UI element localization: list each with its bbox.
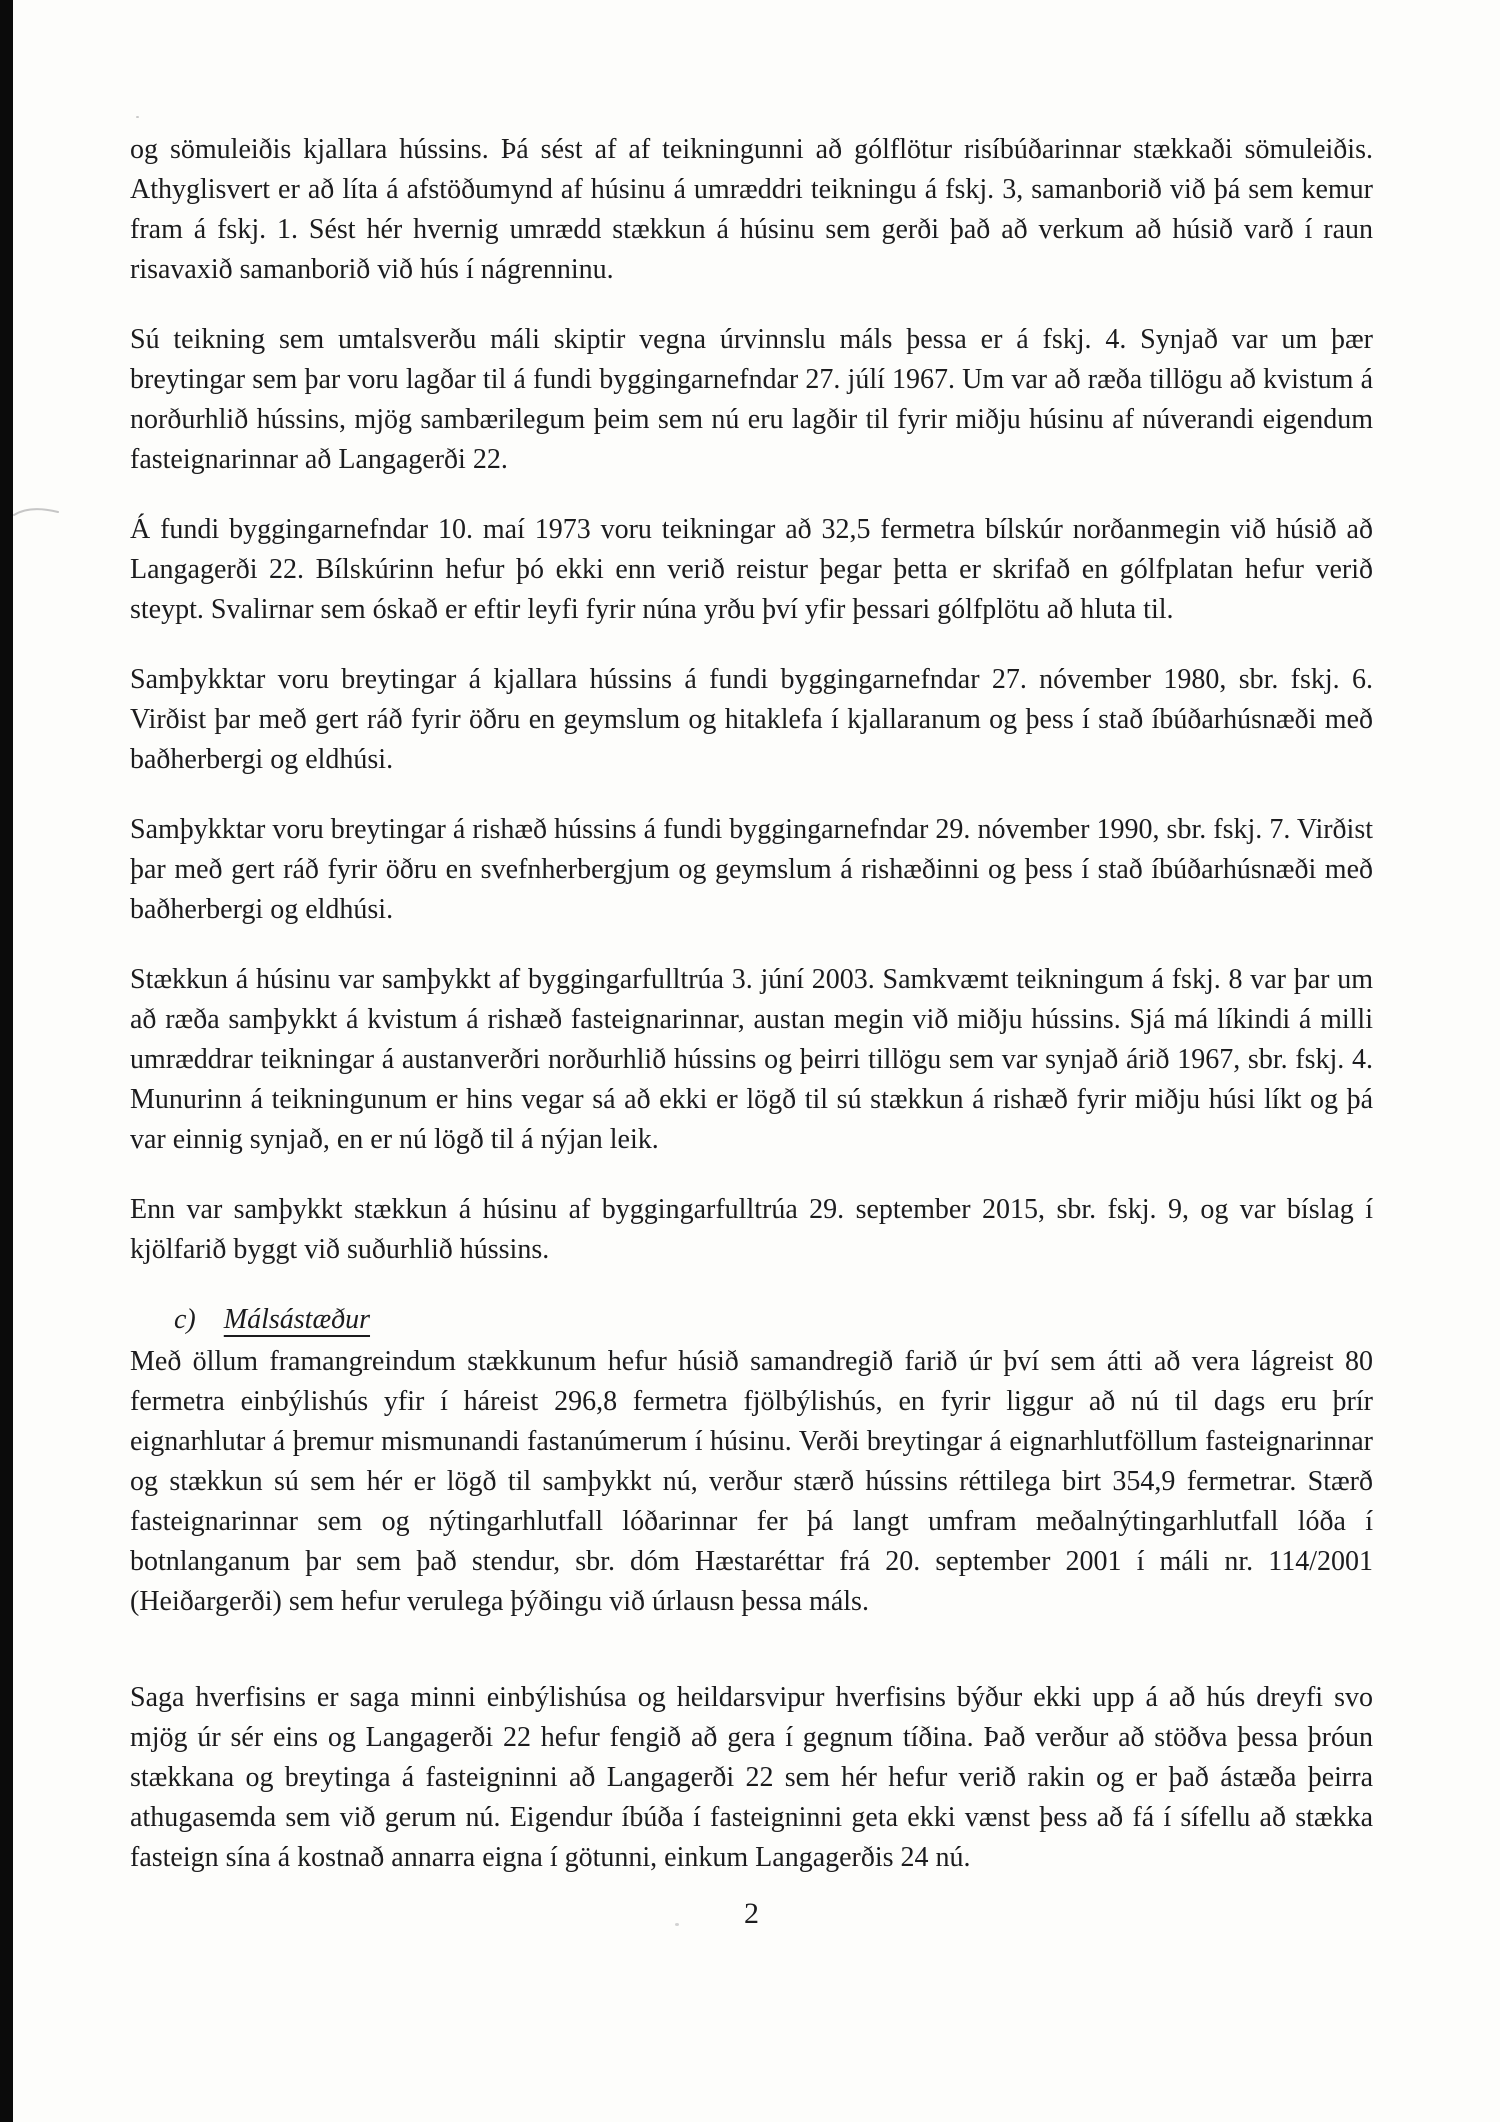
- page-number: 2: [744, 1897, 759, 1930]
- section-heading: [174, 1300, 1373, 1340]
- section-heading-label: c): [174, 1304, 196, 1335]
- scan-smudge-curve: [12, 499, 62, 523]
- paragraph-continuation: og sömuleiðis kjallara hússins. Þá sést af af teikningunni að gólflötur risíbúðarinnar stækkaði sömuleiðis. Athyglisvert er að líta á afstöðumynd af húsinu á umræddri teikningu á fskj. 3, samanborið við þá sem kemur fram á fskj. 1. Sést hér hvernig umrædd stækkun á húsinu sem gerði það að verkum að húsið varð í raun risavaxið samanborið við hús í nágrenninu.: [130, 134, 1373, 285]
- paragraph-saga-hverfisins: Saga hverfisins er saga minni einbýlishúsa og heildarsvipur hverfisins býður ekki upp á að hús dreyfi svo mjög úr sér eins og Langagerði 22 hefur fengið að gera í gegnum tíðina. Það verður að stöðva þessa þróun stækkana og breytinga á fasteigninni að Langagerði 22 sem hér hefur verið rakin og er það ástæða þeirra athugasemda sem við gerum nú. Eigendur íbúða í fasteigninni geta ekki vænst þess að fá í sífellu að stækka fasteign sína á kostnað annarra eigna í götunni, einkum Langagerðis 24 nú.: [130, 1682, 1373, 1873]
- paragraph-kjallari-1980: Samþykktar voru breytingar á kjallara hússins á fundi byggingarnefndar 27. nóvember 1980, sbr. fskj. 6. Virðist þar með gert ráð fyrir öðru en geymslum og hitaklefa í kjallaranum og þess í stað íbúðarhúsnæði með baðherbergi og eldhúsi.: [130, 664, 1373, 775]
- document-page-content: [130, 0, 1373, 1932]
- paragraph-bilskur-1973: Á fundi byggingarnefndar 10. maí 1973 voru teikningar að 32,5 fermetra bílskúr norðanmegin við húsið að Langagerði 22. Bílskúrinn hefur þó ekki enn verið reistur þegar þetta er skrifað en gólfplatan hefur verið steypt. Svalirnar sem óskað er eftir leyfi fyrir núna yrðu því yfir þessari gólfplötu að hluta til.: [130, 514, 1373, 625]
- paragraph-malsastaedur-body: Með öllum framangreindum stækkunum hefur húsið samandregið farið úr því sem átti að vera lágreist 80 fermetra einbýlishús yfir í háreist 296,8 fermetra fjölbýlishús, en fyrir liggur að nú til dags eru þrír eignarhlutar á þremur mismunandi fastanúmerum í húsinu. Verði breytingar á eignarhlutföllum fasteignarinnar og stækkun sú sem hér er lögð til samþykkt nú, verður stærð hússins réttilega birt 354,9 fermetrar. Stærð fasteignarinnar sem og nýtingarhlutfall lóðarinnar fer þá langt umfram meðalnýtingarhlutfall lóða í botnlanganum þar sem það stendur, sbr. dóm Hæstaréttar frá 20. september 2001 í máli nr. 114/2001 (Heiðargerði) sem hefur verulega þýðingu við úrlausn þessa máls.: [130, 1346, 1373, 1617]
- section-heading-title: Málsástæður: [223, 1304, 371, 1335]
- paragraph-staekkun-2003: Stækkun á húsinu var samþykkt af byggingarfulltrúa 3. júní 2003. Samkvæmt teikningum á fskj. 8 var þar um að ræða samþykkt á kvistum á rishæð fasteignarinnar, austan megin við miðju hússins. Sjá má líkindi á milli umræddrar teikningar á austanverðri norðurhlið hússins og þeirri tillögu sem var synjað árið 1967, sbr. fskj. 4. Munurinn á teikningunum er hins vegar sá að ekki er lögð til sú stækkun á rishæð fyrir miðju húsi líkt og þá var einnig synjað, en er nú lögð til á nýjan leik.: [130, 964, 1373, 1155]
- scanner-edge-artifact: [0, 0, 13, 2122]
- paragraph-rishaed-1990: Samþykktar voru breytingar á rishæð hússins á fundi byggingarnefndar 29. nóvember 1990, sbr. fskj. 7. Virðist þar með gert ráð fyrir öðru en svefnherbergjum og geymslum á rishæðinni og þess í stað íbúðarhúsnæði með baðherbergi og eldhúsi.: [130, 814, 1373, 925]
- paragraph-staekkun-2015: Enn var samþykkt stækkun á húsinu af byggingarfulltrúa 29. september 2015, sbr. fskj. 9, og var bíslag í kjölfarið byggt við suðurhlið hússins.: [130, 1194, 1373, 1265]
- paragraph-teikning-1967: Sú teikning sem umtalsverðu máli skiptir vegna úrvinnslu máls þessa er á fskj. 4. Synjað var um þær breytingar sem þar voru lagðar til á fundi byggingarnefndar 27. júlí 1967. Um var að ræða tillögu að kvistum á norðurhlið hússins, mjög sambærilegum þeim sem nú eru lagðir til fyrir miðju húsinu af núverandi eigendum fasteignarinnar að Langagerði 22.: [130, 324, 1373, 475]
